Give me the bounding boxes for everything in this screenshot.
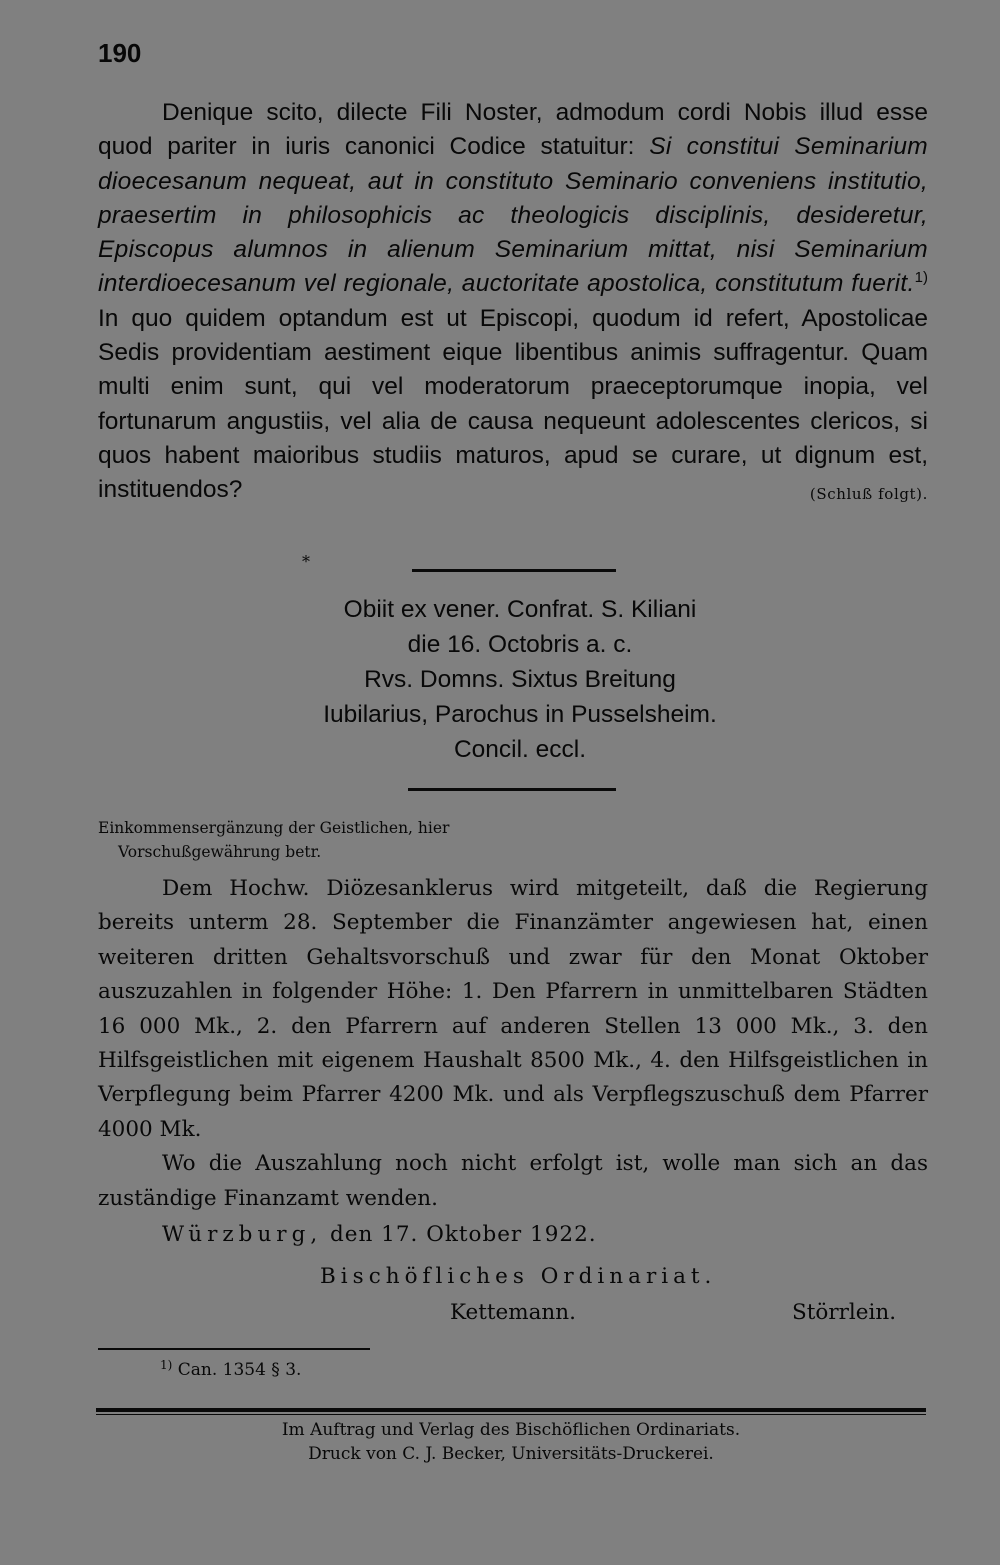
notice-paragraph: Dem Hochw. Diözesanklerus wird mitgeteilt, daß die Regierung bereits unterm 28. September die Finanzämter angewiesen hat, einen weiteren dritten Gehaltsvorschuß und zwar für den Monat Oktober auszuzahlen in folgender Höhe: 1. Den Pfarrern in unmittelbaren Städten 16 000 Mk., 2. den Pfarrern auf anderen Stellen 13 000 Mk., 3. den Hilfsgeistlichen mit eigenem Haushalt 8500 Mk., 4. den Hilfsgeistlichen in Verpflegung beim Pfarrer 4200 Mk. und als Verpflegszuschuß dem Pfarrer 4000 Mk. [98, 876, 928, 1142]
place-name: Würzburg, [162, 1222, 323, 1247]
imprint-rule [96, 1414, 926, 1415]
section-divider [412, 569, 616, 572]
page-number: 190 [98, 38, 142, 68]
continued-note: (Schluß folgt). [809, 485, 928, 504]
footnote-divider [98, 1348, 370, 1350]
latin-rest: In quo quidem optandum est ut Episcopi, quodum id refert, Apostolicae Sedis providentiam aestiment eique libentibus animis suffragentur. Quam multi enim sunt, qui vel moderatorum praeceptorumque inopia, vel fortunarum angustiis, vel alia de causa nequeunt adolescentes clericos, si quos habent maioribus studiis maturos, apud se curare, ut dignum est, instituendos? [98, 304, 928, 504]
obituary-line: Iubilarius, Parochus in Pusselsheim. [323, 701, 717, 728]
notice-paragraph: Wo die Auszahlung noch nicht erfolgt ist, wolle man sich an das zuständige Finanzamt wenden. [98, 1151, 928, 1211]
obituary-notice [200, 592, 840, 767]
issuing-office: Bischöfliches Ordinariat. [320, 1264, 717, 1289]
imprint-rule [96, 1408, 926, 1412]
signature-left: Kettemann. [450, 1300, 576, 1325]
footnote [160, 1360, 301, 1380]
latin-intro: Denique scito, dilecte Fili Noster, admodum cordi Nobis illud esse quod pariter in iuris canonici Codice statuitur: [98, 99, 928, 161]
notice-subject [98, 816, 598, 864]
obituary-line: Concil. eccl. [453, 736, 587, 763]
imprint-line: Im Auftrag und Verlag des Bischöflichen Ordinariats. [281, 1420, 741, 1440]
notice-date: den 17. Oktober 1922. [330, 1222, 597, 1247]
signature-right: Störrlein. [792, 1300, 897, 1325]
footnote-mark: 1) [160, 1358, 173, 1372]
obituary-line: Rvs. Domns. Sixtus Breitung [364, 666, 676, 693]
place-date-line [162, 1222, 597, 1247]
imprint-line: Druck von C. J. Becker, Universitäts-Druckerei. [308, 1444, 714, 1464]
notice-body [98, 872, 928, 1216]
imprint [96, 1418, 926, 1466]
obituary-line: die 16. Octobris a. c. [407, 631, 633, 658]
subject-line: Einkommensergänzung der Geistlichen, hier [98, 819, 450, 837]
latin-paragraph [98, 96, 928, 512]
section-divider [408, 788, 616, 791]
canon-quote: Si constitui Seminarium dioecesanum nequeat, aut in constituto Seminario conveniens institutio, praesertim in philosophicis ac theologicis disciplinis, desideretur, Episcopus alumnos in alienum Seminarium mittat, nisi Seminarium interdioecesanum vel regionale, auctoritate apostolica, constitutum fuerit. [98, 133, 928, 298]
asterisk-mark: * [302, 552, 310, 571]
footnote-text: Can. 1354 § 3. [177, 1360, 302, 1380]
subject-line: Vorschußgewährung betr. [118, 843, 322, 861]
footnote-reference: 1) [914, 269, 928, 287]
obituary-line: Obiit ex vener. Confrat. S. Kiliani [343, 596, 697, 623]
